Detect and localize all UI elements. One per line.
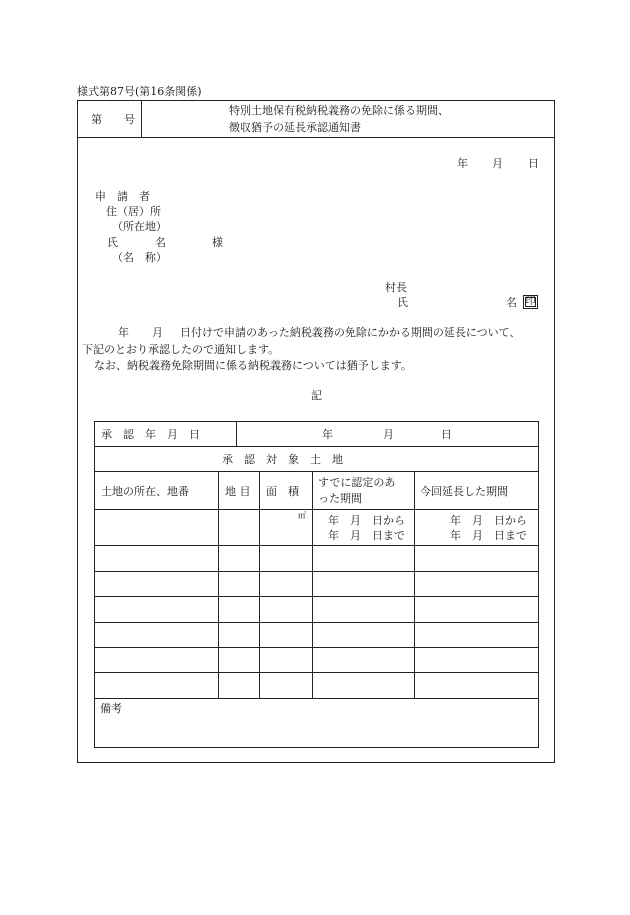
issuer-name-label: 氏 (397, 296, 408, 309)
extension-period-from: 年 月 日から (450, 514, 527, 527)
approval-date-label: 承 認 年 月 日 (101, 428, 200, 441)
number-suffix: 号 (124, 113, 135, 126)
remarks-label: 備考 (100, 702, 122, 715)
col-header-location: 土地の所在、地番 (101, 485, 189, 498)
page-title-line1: 特別土地保有税納税義務の免除に係る期間、 (229, 104, 449, 117)
col-header-approved-line2: った期間 (318, 492, 362, 505)
seal-stamp-box (523, 295, 538, 309)
body-paragraph-1-line2: 下記のとおり承認したので通知します。 (82, 343, 280, 356)
issue-date-day: 日 (528, 157, 539, 170)
body-month: 月 (152, 326, 163, 339)
issuer-title: 村長 (385, 281, 407, 294)
body-paragraph-2: なお、納税義務免除期間に係る納税義務については猶予します。 (94, 359, 412, 372)
target-land-heading: 承 認 対 象 土 地 (222, 453, 343, 466)
approval-date-year: 年 (322, 428, 333, 441)
approved-period-from: 年 月 日から (328, 514, 405, 527)
applicant-location-label: （所在地） (112, 220, 167, 233)
approval-date-day: 日 (441, 428, 452, 441)
number-label: 第 (91, 113, 102, 126)
applicant-name-label-2: 名 (155, 236, 166, 249)
issuer-name-label-2: 名 (506, 296, 517, 309)
body-year: 年 (118, 326, 129, 339)
applicant-address-label: 住（居）所 (106, 205, 161, 218)
form-id: 様式第87号(第16条関係) (77, 85, 202, 98)
col-header-category: 地 目 (225, 485, 251, 498)
extension-period-to: 年 月 日まで (450, 529, 527, 542)
col-header-area: 面 積 (266, 485, 299, 498)
page-title-line2: 徴収猶予の延長承認通知書 (229, 121, 361, 134)
applicant-heading: 申 請 者 (95, 190, 150, 203)
issue-date-month: 月 (492, 157, 503, 170)
ki-heading: 記 (311, 389, 322, 402)
applicant-name-label: 氏 (107, 236, 118, 249)
approved-period-to: 年 月 日まで (328, 529, 405, 542)
header-number-divider (141, 100, 142, 138)
issue-date-year: 年 (457, 157, 468, 170)
header-divider (77, 137, 555, 138)
applicant-name-alt: （名 称） (112, 251, 167, 264)
approval-date-month: 月 (383, 428, 394, 441)
applicant-honorific: 様 (212, 236, 223, 249)
col-header-approved-line1: すでに認定のあ (318, 476, 396, 489)
seal-stamp-label: 印 (525, 296, 536, 307)
area-unit: ㎡ (298, 511, 306, 520)
body-paragraph-1-line1: 日付けで申請のあった納税義務の免除にかかる期間の延長について、 (180, 326, 521, 339)
col-header-extension: 今回延長した期間 (420, 485, 508, 498)
